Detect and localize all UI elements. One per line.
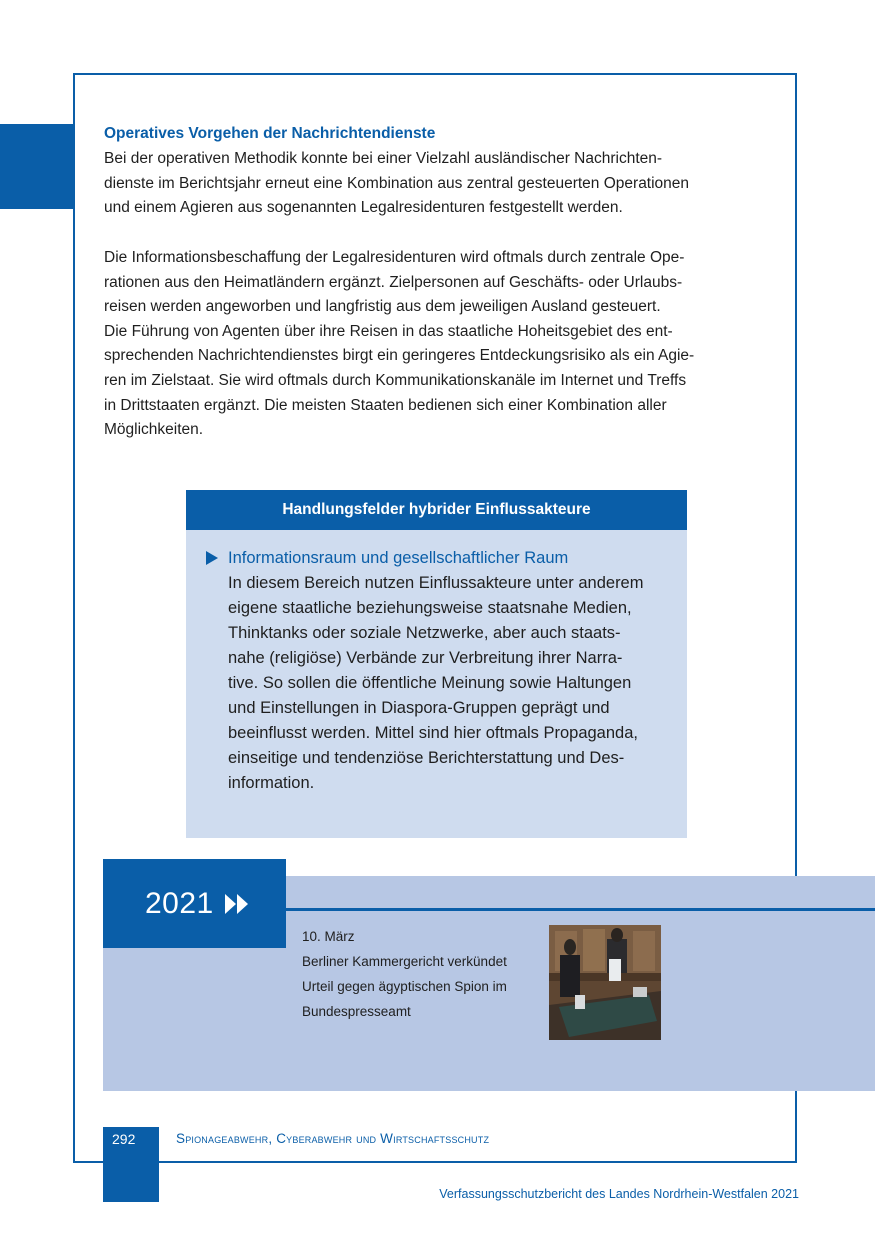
page-number: 292	[112, 1131, 136, 1147]
text-line: rationen aus den Heimatländern ergänzt. Zielpersonen auf Geschäfts- oder Urlaubs-	[104, 273, 683, 291]
paragraph-methodik	[104, 147, 784, 221]
timeline-year: 2021	[145, 886, 214, 920]
text-line: Thinktanks oder soziale Netzwerke, aber auch staats-	[228, 624, 621, 642]
event-date: 10. März	[302, 929, 355, 944]
publication-title: Verfassungsschutzbericht des Landes Nordrhein-Westfalen 2021	[439, 1187, 799, 1201]
text-line: sprechenden Nachrichtendienstes birgt ein geringeres Entdeckungsrisiko als ein Agie-	[104, 347, 695, 365]
text-line: einseitige und tendenziöse Berichterstattung und Des-	[228, 749, 625, 767]
section-heading: Operatives Vorgehen der Nachrichtendienste	[104, 125, 436, 142]
triangle-bullet-icon	[206, 551, 218, 565]
infobox-title: Handlungsfelder hybrider Einflussakteure	[186, 490, 687, 530]
event-text-line: Urteil gegen ägyptischen Spion im	[302, 979, 507, 994]
running-title: Spionageabwehr, Cyberabwehr und Wirtschaftsschutz	[176, 1131, 490, 1146]
text-line: Die Führung von Agenten über ihre Reisen in das staatliche Hoheitsgebiet des ent-	[104, 322, 673, 340]
text-line: in Drittstaaten ergänzt. Die meisten Staaten bedienen sich einer Kombination aller	[104, 396, 667, 414]
text-line: und Einstellungen in Diaspora-Gruppen geprägt und	[228, 699, 610, 717]
text-line: information.	[228, 774, 315, 792]
event-text-line: Berliner Kammergericht verkündet	[302, 954, 507, 969]
text-line: Bei der operativen Methodik konnte bei einer Vielzahl ausländischer Nachrichten-	[104, 150, 663, 167]
timeline-year-box	[103, 859, 286, 948]
double-chevron-right-icon	[224, 893, 250, 915]
text-line: reisen werden angeworben und langfristig aus dem jeweiligen Ausland gesteuert.	[104, 298, 661, 316]
infobox-bullet-text	[228, 571, 668, 796]
paragraph-informationsbeschaffung	[104, 246, 784, 443]
text-line: beeinflusst werden. Mittel sind hier oftmals Propaganda,	[228, 724, 638, 742]
chapter-side-tab	[0, 124, 75, 209]
timeline-rule	[286, 908, 875, 911]
text-line: Die Informationsbeschaffung der Legalresidenturen wird oftmals durch zentrale Ope-	[104, 249, 685, 266]
courtroom-photo	[549, 925, 661, 1040]
text-line: Möglichkeiten.	[104, 421, 204, 439]
text-line: eigene staatliche beziehungsweise staatsnahe Medien,	[228, 599, 632, 617]
text-line: ren im Zielstaat. Sie wird oftmals durch Kommunikationskanäle im Internet und Treffs	[104, 371, 687, 389]
event-text-line: Bundespresseamt	[302, 1004, 411, 1019]
text-line: In diesem Bereich nutzen Einflussakteure unter anderem	[228, 574, 644, 592]
infobox-bullet-title: Informationsraum und gesellschaftlicher Raum	[228, 549, 569, 567]
text-line: dienste im Berichtsjahr erneut eine Kombination aus zentral gesteuerten Operationen	[104, 174, 690, 192]
text-line: nahe (religiöse) Verbände zur Verbreitung ihrer Narra-	[228, 649, 623, 667]
timeline-event	[302, 924, 542, 1024]
text-line: tive. So sollen die öffentliche Meinung sowie Haltungen	[228, 674, 632, 692]
text-line: und einem Agieren aus sogenannten Legalresidenturen festgestellt werden.	[104, 199, 623, 217]
